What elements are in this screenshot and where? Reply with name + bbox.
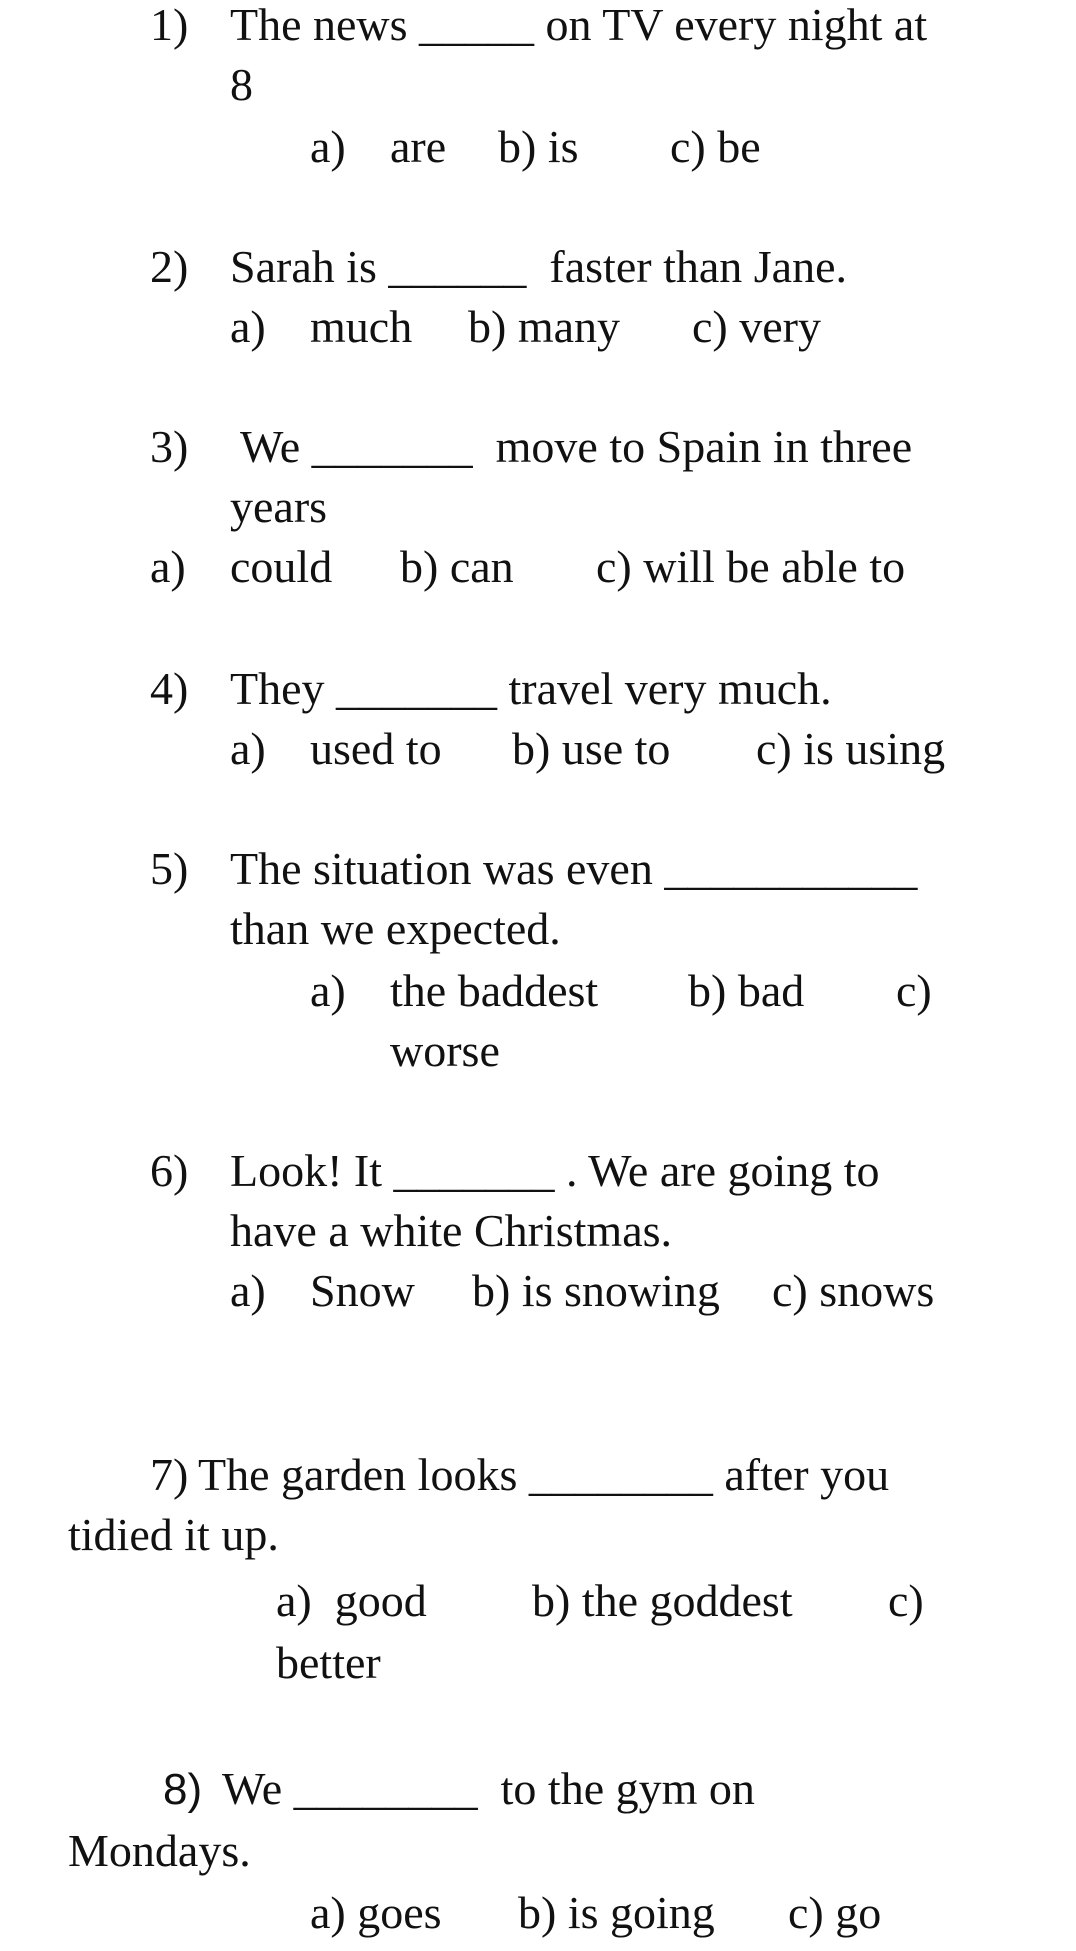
question-stem-line: years: [230, 481, 328, 532]
option-a: a) good: [276, 1575, 427, 1626]
option-b: b) use to: [512, 723, 671, 774]
option-c: c) will be able to: [596, 541, 906, 592]
question-stem-line: Mondays.: [68, 1825, 251, 1876]
option-c: c) snows: [772, 1265, 935, 1316]
option-b: b) bad: [688, 965, 805, 1016]
option-b: b) can: [400, 541, 514, 592]
question-stem-line: The news _____ on TV every night at: [230, 0, 928, 50]
option-c: worse: [390, 1025, 500, 1076]
question-stem-line: We _______ move to Spain in three: [240, 421, 913, 472]
question-number: 8): [163, 1765, 203, 1814]
option-label-a: a): [150, 541, 186, 592]
option-c: better: [276, 1637, 381, 1688]
option-b: b) many: [468, 301, 621, 352]
option-a: could: [230, 541, 333, 592]
option-a: a) goes: [310, 1887, 442, 1938]
question-stem-line: tidied it up.: [68, 1509, 279, 1560]
option-label-a: a): [230, 1265, 266, 1316]
option-a: are: [390, 121, 447, 172]
question-number: 6): [150, 1145, 189, 1196]
option-c: c) is using: [756, 723, 946, 774]
option-a: much: [310, 301, 413, 352]
option-b: b) is snowing: [472, 1265, 720, 1316]
option-c-label: c): [888, 1575, 924, 1626]
option-label-a: a): [230, 301, 266, 352]
question-stem-line: have a white Christmas.: [230, 1205, 673, 1256]
question-number: 2): [150, 241, 189, 292]
option-b: b) is going: [518, 1887, 715, 1938]
question-number: 1): [150, 0, 189, 50]
option-label-a: a): [230, 723, 266, 774]
question-number: 4): [150, 663, 189, 714]
question-stem-line: 8: [230, 59, 253, 110]
question-stem-line: than we expected.: [230, 903, 561, 954]
question-stem-line: They _______ travel very much.: [230, 663, 832, 714]
question-stem-line: Sarah is ______ faster than Jane.: [230, 241, 848, 292]
question-stem-line: We ________ to the gym on: [222, 1763, 755, 1814]
option-a: Snow: [310, 1265, 415, 1316]
question-stem-line: The garden looks ________ after you: [198, 1449, 890, 1500]
question-stem-line: Look! It _______ . We are going to: [230, 1145, 880, 1196]
option-label-a: a): [310, 965, 346, 1016]
option-a: the baddest: [390, 965, 599, 1016]
option-c-label: c): [896, 965, 932, 1016]
question-number: 7): [150, 1449, 189, 1500]
option-c: c) go: [788, 1887, 882, 1938]
question-number: 5): [150, 843, 189, 894]
option-a: used to: [310, 723, 442, 774]
option-c: c) be: [670, 121, 761, 172]
question-stem-line: The situation was even ___________: [230, 843, 918, 894]
option-c: c) very: [692, 301, 821, 352]
question-number: 3): [150, 421, 189, 472]
option-b: b) is: [498, 121, 579, 172]
option-label-a: a): [310, 121, 346, 172]
option-b: b) the goddest: [532, 1575, 793, 1626]
